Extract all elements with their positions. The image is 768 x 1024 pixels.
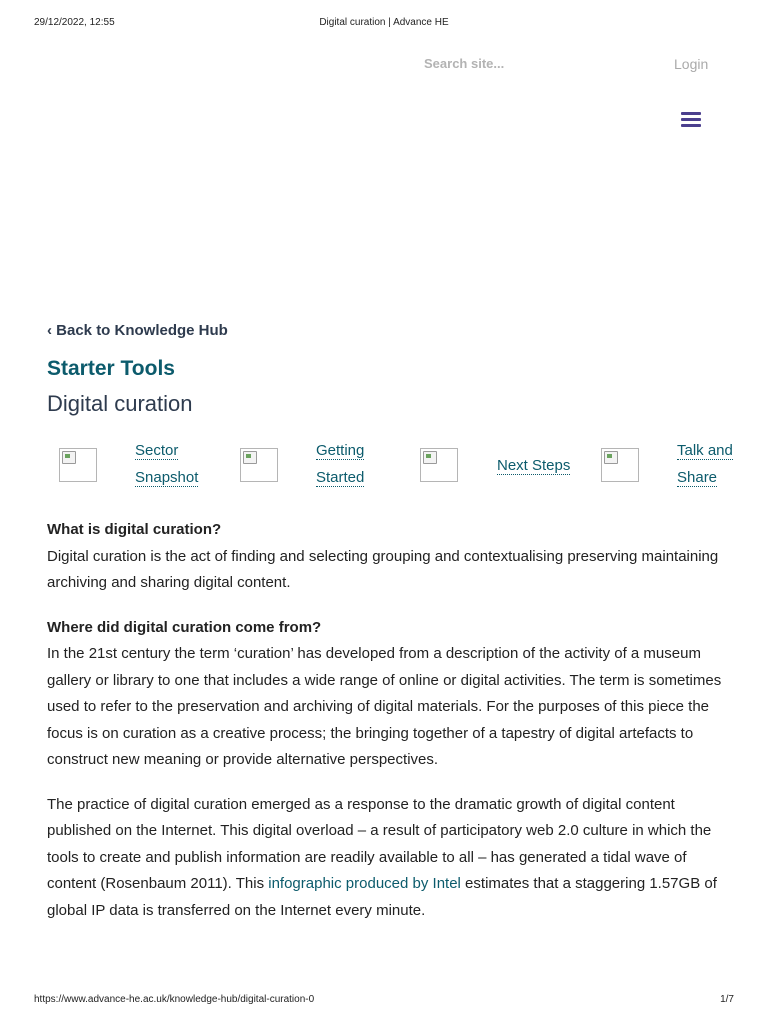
tool-label: Share <box>677 468 718 486</box>
paragraph: In the 21st century the term ‘curation’ has developed from a description of the activity of a museum gallery or library to one that includes a wide range of online or digital activities. The term is sometimes used to refer to the preservation and archiving of digital materials. For the purposes of this piece the focus is on curation as a creative process; the bringing together of a tapestry of digital artefacts to construct new meaning or provide alternative perspectives. <box>47 645 722 768</box>
section-title: Starter Tools <box>47 357 175 380</box>
tool-link-next-steps[interactable] <box>497 453 570 480</box>
print-header <box>34 17 734 31</box>
tool-label: Getting <box>316 442 365 459</box>
tool-label: Snapshot <box>135 468 199 486</box>
tool-link-talk-and-share[interactable] <box>677 438 733 491</box>
broken-image-icon[interactable] <box>59 448 97 482</box>
print-page-number: 1/7 <box>720 994 734 1005</box>
paragraph-text: The practice of digital curation emerged as a response to the dramatic growth of digital content published on the Internet. This digital overload – a result of participatory web 2.0 culture in which the tools to create and publish information are readily available to all – has generated a tidal wave of content (Rosenbaum 2011). This <box>47 795 712 892</box>
hamburger-menu-icon[interactable] <box>681 112 701 127</box>
broken-image-icon[interactable] <box>601 448 639 482</box>
paragraph-text: estimates that a staggering 1.57GB of global IP data is transferred on the Internet every minute. <box>47 875 717 919</box>
question-heading: What is digital curation? <box>47 521 222 538</box>
print-footer <box>34 994 734 1008</box>
tool-label: Next Steps <box>497 457 571 474</box>
article-body <box>47 517 727 924</box>
tool-link-sector-snapshot[interactable] <box>135 438 198 491</box>
tool-label: Started <box>316 468 365 486</box>
print-page-title: Digital curation | Advance HE <box>319 17 449 28</box>
paragraph <box>47 792 727 925</box>
tool-label: Sector <box>135 442 179 459</box>
infographic-link[interactable]: infographic produced by Intel <box>268 875 461 892</box>
tool-link-getting-started[interactable] <box>316 438 364 491</box>
menu-bar <box>681 112 701 115</box>
print-url: https://www.advance-he.ac.uk/knowledge-hub/digital-curation-0 <box>34 994 315 1005</box>
question-heading: Where did digital curation come from? <box>47 618 322 636</box>
tool-label: Talk and <box>677 442 733 459</box>
back-to-knowledge-hub-link[interactable]: ‹ Back to Knowledge Hub <box>47 322 228 339</box>
page-title: Digital curation <box>47 391 193 416</box>
login-link[interactable]: Login <box>674 56 709 72</box>
paragraph: Digital curation is the act of finding and selecting grouping and contextualising preserving maintaining archiving and sharing digital content. <box>47 547 719 591</box>
broken-image-icon[interactable] <box>420 448 458 482</box>
starter-tools-nav <box>0 436 768 496</box>
menu-bar <box>681 118 701 121</box>
print-datetime: 29/12/2022, 12:55 <box>34 17 115 28</box>
menu-bar <box>681 124 701 127</box>
search-input[interactable]: Search site... <box>424 56 505 71</box>
broken-image-icon[interactable] <box>240 448 278 482</box>
